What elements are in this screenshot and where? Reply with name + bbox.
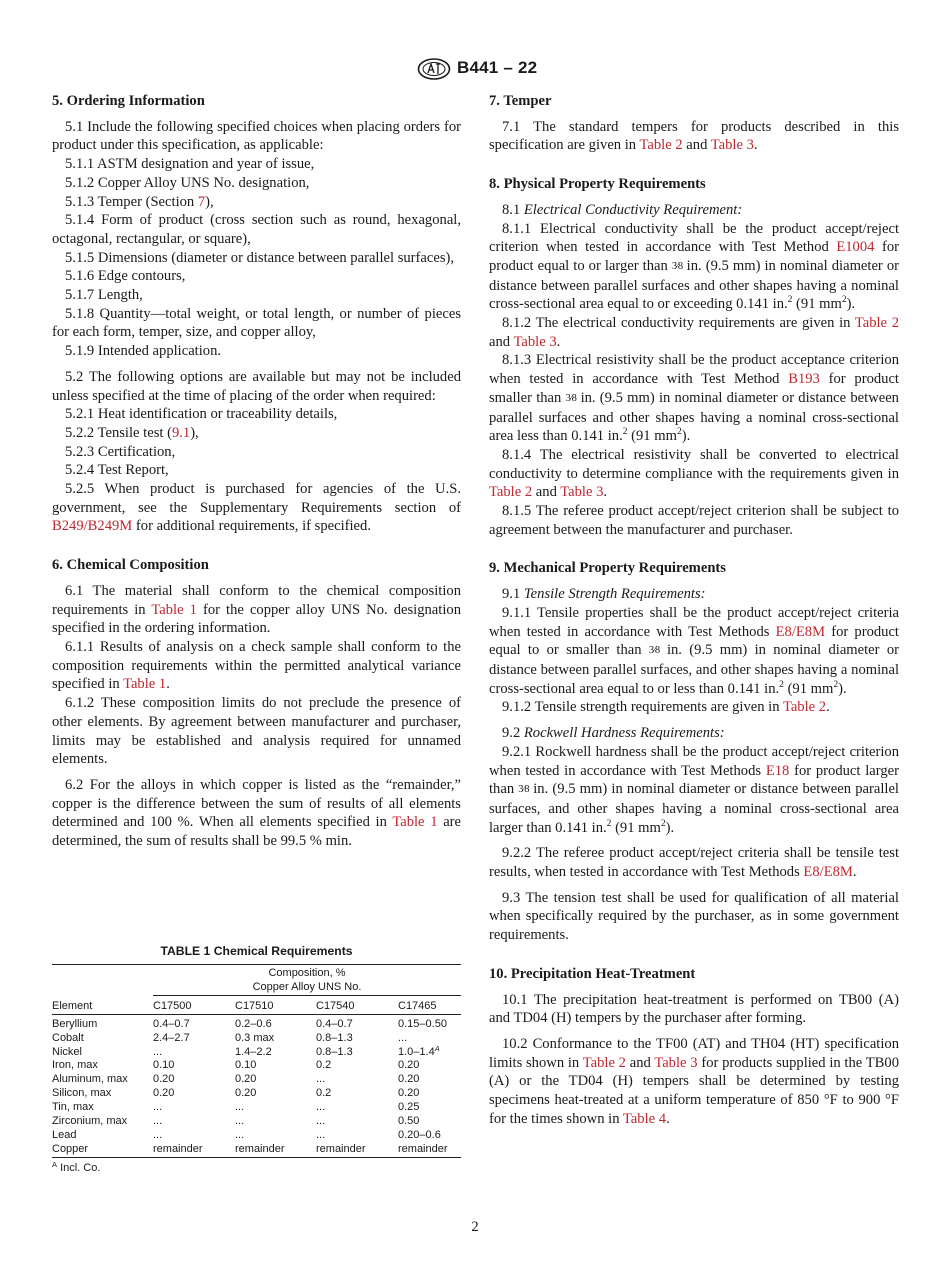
table-row (52, 1143, 461, 1157)
element-cell: Iron, max (52, 1059, 98, 1072)
composition-header: Composition, % Copper Alloy UNS No. (252, 967, 362, 993)
table-1-title: TABLE 1 Chemical Requirements (160, 944, 353, 958)
para-8-1: 8.1 Electrical Conductivity Requirement: (502, 201, 743, 218)
chemical-requirements-table (52, 964, 461, 1158)
value-cell: 0.3 max (235, 1031, 275, 1044)
value-cell: 0.20 (235, 1087, 257, 1100)
element-cell: Tin, max (52, 1101, 94, 1114)
value-cell: 0.50 (398, 1115, 420, 1128)
table-1 (52, 944, 461, 1175)
value-cell: remainder (235, 1142, 285, 1155)
value-cell: 0.20–0.6 (398, 1128, 441, 1141)
e1004-link[interactable]: E1004 (836, 239, 875, 256)
table-row (52, 1046, 461, 1060)
para-5-2-5: 5.2.5 When product is purchased for agencies of the U.S. government, see the Supplementary Requirements section of B249/B249M for additional requirements, if specified. (52, 481, 461, 535)
para-5-2-4: 5.2.4 Test Report, (65, 462, 169, 479)
value-cell: 0.4–0.7 (153, 1017, 190, 1030)
para-5-2: 5.2 The following options are available but may not be included unless specified at the time of placing of the order when required: (52, 368, 461, 404)
table-1-link[interactable]: Table 1 (123, 676, 167, 693)
table-3-link[interactable]: Table 3 (654, 1054, 698, 1071)
column-header: C17465 (398, 995, 461, 1014)
value-cell: ... (316, 1101, 326, 1114)
para-5-1: 5.1 Include the following specified choices when placing orders for product under this specification, as applicable: (52, 118, 461, 154)
para-9-2: 9.2 Rockwell Hardness Requirements: (502, 725, 725, 742)
para-5-1-1: 5.1.1 ASTM designation and year of issue, (65, 156, 315, 173)
table-4-link[interactable]: Table 4 (622, 1110, 667, 1127)
para-10-2: 10.2 Conformance to the TF00 (AT) and TH04 (HT) specification limits shown in Table 2 and Table 3 for products supplied in the TB00 (A) or the TD04 (H) tempers shall be determined by testing specimens heat-treated at a uniform temperature of 850 °F to 900 °F for the times shown in Table 4. (489, 1035, 899, 1127)
value-cell: 0.20 (398, 1073, 420, 1086)
value-cell: 0.20 (235, 1073, 257, 1086)
section-7-heading: 7. Temper (489, 93, 552, 109)
element-column-header: Element (52, 999, 93, 1012)
value-cell: 0.20 (153, 1073, 175, 1086)
svg-text:ASTM: ASTM (417, 58, 420, 59)
table-row (52, 1059, 461, 1073)
para-8-1-5: 8.1.5 The referee product accept/reject criterion shall be subject to agreement between the manufacturer and purchaser. (489, 503, 899, 538)
value-cell: 0.2 (316, 1059, 332, 1072)
table-row (52, 1014, 461, 1031)
para-7-1: 7.1 The standard tempers for products described in this specification are given in Table 2 and Table 3. (489, 118, 899, 154)
section-10-heading: 10. Precipitation Heat-Treatment (489, 965, 696, 982)
value-cell: 0.25 (398, 1101, 420, 1114)
element-cell: Lead (52, 1128, 77, 1141)
value-cell: 0.2 (316, 1087, 332, 1100)
para-5-1-8: 5.1.8 Quantity—total weight, or total length, or number of pieces for each form, temper, size, and copper alloy, (52, 305, 461, 341)
b193-link[interactable]: B193 (788, 371, 820, 388)
table-1-link[interactable]: Table 1 (151, 601, 197, 618)
table-3-link[interactable]: Table 3 (710, 137, 754, 154)
value-cell: ... (153, 1128, 163, 1141)
table-row (52, 1115, 461, 1129)
para-9-3: 9.3 The tension test shall be used for qualification of all material when specifically required by the purchaser, as in some government requirements. (489, 889, 899, 944)
para-5-2-3: 5.2.3 Certification, (65, 443, 176, 460)
para-6-1-1: 6.1.1 Results of analysis on a check sample shall conform to the composition requirements within the permitted analytical variance specified in Table 1. (52, 638, 461, 693)
table-3-link[interactable]: Table 3 (560, 484, 604, 501)
para-8-1-1: 8.1.1 Electrical conductivity shall be the product accept/reject criterion when tested in accordance with Test Method E1004 for product equal to or larger than 3⁄8 in. (9.5 mm) in nominal diameter or distance between parallel surfaces and other shapes having a nominal cross-sectional area equal to or exceeding 0.141 in.$^2$ (91 $mm^2$). (489, 220, 899, 313)
para-9-2-2: 9.2.2 The referee product accept/reject criteria shall be tensile test results, when tested in accordance with Test Methods E8/E8M. (489, 845, 899, 881)
element-cell: Cobalt (52, 1031, 84, 1044)
value-cell: ... (235, 1115, 245, 1128)
value-cell: 1.4–2.2 (235, 1045, 272, 1058)
section-9-1-link[interactable]: 9.1 (171, 424, 191, 441)
table-1-link[interactable]: Table 1 (392, 814, 438, 831)
right-column (489, 92, 899, 1128)
e8-link[interactable]: E8/E8M (775, 623, 826, 640)
para-5-1-7: 5.1.7 Length, (65, 287, 143, 304)
section-6-heading: 6. Chemical Composition (52, 557, 209, 574)
para-8-1-4: 8.1.4 The electrical resistivity shall be converted to electrical conductivity to determine compliance with the requirements given in Table 2 and Table 3. (489, 446, 899, 501)
table-1-footnote: $^A$ Incl. Co. (52, 1159, 101, 1174)
value-cell: ... (153, 1101, 163, 1114)
value-cell: 0.8–1.3 (316, 1031, 353, 1044)
para-5-1-6: 5.1.6 Edge contours, (65, 268, 186, 285)
table-2-link[interactable]: Table 2 (582, 1054, 626, 1071)
para-9-1-1: 9.1.1 Tensile properties shall be the product accept/reject criteria when tested in accordance with Test Methods E8/E8M for product equal to or smaller than 3⁄8 in. (9.5 mm) in nominal diameter or distance between parallel surfaces, and other shapes having a nominal cross-sectional area equal to or less than 0.141 in.$^2$ (91 $mm^2$). (489, 604, 900, 697)
table-row (52, 1101, 461, 1115)
table-2-link[interactable]: Table 2 (489, 484, 533, 501)
value-cell: 2.4–2.7 (153, 1031, 190, 1044)
para-6-1-2: 6.1.2 These composition limits do not preclude the presence of other elements. By agreement between manufacturer and purchaser, limits may be established and analysis required for unnamed elements. (52, 695, 461, 768)
value-cell: 0.8–1.3 (316, 1045, 353, 1058)
para-8-1-2: 8.1.2 The electrical conductivity requirements are given in Table 2 and Table 3. (489, 315, 899, 350)
value-cell: ... (153, 1115, 163, 1128)
element-cell: Silicon, max (52, 1087, 112, 1100)
para-5-1-5: 5.1.5 Dimensions (diameter or distance between parallel surfaces), (65, 249, 455, 266)
table-row (52, 1073, 461, 1087)
page-number: 2 (471, 1219, 479, 1235)
value-cell: ... (316, 1115, 326, 1128)
table-2-link[interactable]: Table 2 (782, 699, 827, 716)
b249-link[interactable]: B249/B249M (52, 518, 133, 535)
para-9-2-1: 9.2.1 Rockwell hardness shall be the product accept/reject criterion when tested in accordance with Test Methods E18 for product larger than 3⁄8 in. (9.5 mm) in nominal diameter or distance between parallel surfaces, and other shapes having a nominal cross-sectional area larger than 0.141 in.$^2$ (91 $mm^2$). (489, 743, 899, 836)
table-2-link[interactable]: Table 2 (639, 137, 683, 154)
value-cell: 0.15–0.50 (398, 1017, 447, 1030)
section-7-link[interactable]: 7 (197, 193, 206, 210)
value-cell: $1.0-1.4^A$ (398, 1043, 440, 1058)
page-header (0, 58, 950, 82)
astm-logo-icon (417, 58, 451, 80)
table-3-link[interactable]: Table 3 (513, 333, 557, 350)
column-header: C17500 (153, 995, 235, 1014)
value-cell: remainder (153, 1142, 203, 1155)
value-cell: ... (316, 1128, 326, 1141)
table-row (52, 1129, 461, 1143)
value-cell: 0.20 (153, 1087, 175, 1100)
value-cell: ... (235, 1101, 245, 1114)
value-cell: remainder (316, 1142, 366, 1155)
e18-link[interactable]: E18 (765, 762, 790, 779)
value-cell: ... (235, 1128, 245, 1141)
para-6-2: 6.2 For the alloys in which copper is listed as the “remainder,” copper is the difference between the sum of results of all elements determined and 100 %. When all elements specified in Table 1 are determined, the sum of results shall be 99.5 % min. (52, 776, 462, 850)
para-6-1: 6.1 The material shall conform to the chemical composition requirements in Table 1 for the copper alloy UNS No. designation specified in the ordering information. (52, 582, 461, 637)
para-5-1-4: 5.1.4 Form of product (cross section such as round, hexagonal, octagonal, rectangular, or square), (52, 212, 461, 247)
element-cell: Aluminum, max (52, 1073, 128, 1086)
value-cell: ... (316, 1073, 326, 1086)
para-5-1-9: 5.1.9 Intended application. (65, 343, 222, 360)
para-5-2-1: 5.2.1 Heat identification or traceability details, (65, 406, 338, 423)
element-cell: Zirconium, max (52, 1115, 128, 1128)
value-cell: ... (398, 1031, 408, 1044)
table-row (52, 1087, 461, 1101)
value-cell: 0.4–0.7 (316, 1017, 353, 1030)
column-header: C17510 (235, 995, 316, 1014)
left-column (52, 92, 461, 851)
value-cell: remainder (398, 1142, 448, 1155)
section-8-heading: 8. Physical Property Requirements (489, 176, 706, 193)
para-9-1: 9.1 Tensile Strength Requirements: (502, 586, 706, 603)
para-5-1-2: 5.1.2 Copper Alloy UNS No. designation, (65, 174, 310, 191)
para-5-1-3: 5.1.3 Temper (Section 7), (65, 193, 214, 210)
table-2-link[interactable]: Table 2 (854, 315, 899, 332)
table-row (52, 1032, 461, 1046)
e8-link[interactable]: E8/E8M (803, 864, 853, 881)
section-9-heading: 9. Mechanical Property Requirements (489, 560, 726, 577)
section-5-heading: 5. Ordering Information (52, 93, 205, 109)
standard-designation: B441 – 22 (457, 58, 538, 77)
para-8-1-3: 8.1.3 Electrical resistivity shall be the product acceptance criterion when tested in accordance with Test Method B193 for product smaller than 3⁄8 in. (9.5 mm) in nominal diameter or distance between parallel surfaces and other shapes having a nominal cross-sectional area less than 0.141 in.$^2$ (91 $mm^2$). (489, 352, 899, 445)
element-cell: Nickel (52, 1045, 82, 1058)
value-cell: 0.20 (398, 1087, 420, 1100)
element-cell: Beryllium (52, 1017, 98, 1030)
para-9-1-2: 9.1.2 Tensile strength requirements are given in Table 2. (502, 699, 830, 716)
value-cell: 0.10 (235, 1059, 257, 1072)
value-cell: 0.2–0.6 (235, 1017, 272, 1030)
value-cell: 0.20 (398, 1059, 420, 1072)
para-10-1: 10.1 The precipitation heat-treatment is performed on TB00 (A) and TD04 (H) tempers by the purchaser after forming. (489, 991, 899, 1027)
value-cell: 0.10 (153, 1059, 175, 1072)
value-cell: ... (153, 1045, 163, 1058)
para-5-2-2: 5.2.2 Tensile test (9.1), (65, 424, 199, 441)
column-header: C17540 (316, 995, 398, 1014)
element-cell: Copper (52, 1142, 89, 1155)
